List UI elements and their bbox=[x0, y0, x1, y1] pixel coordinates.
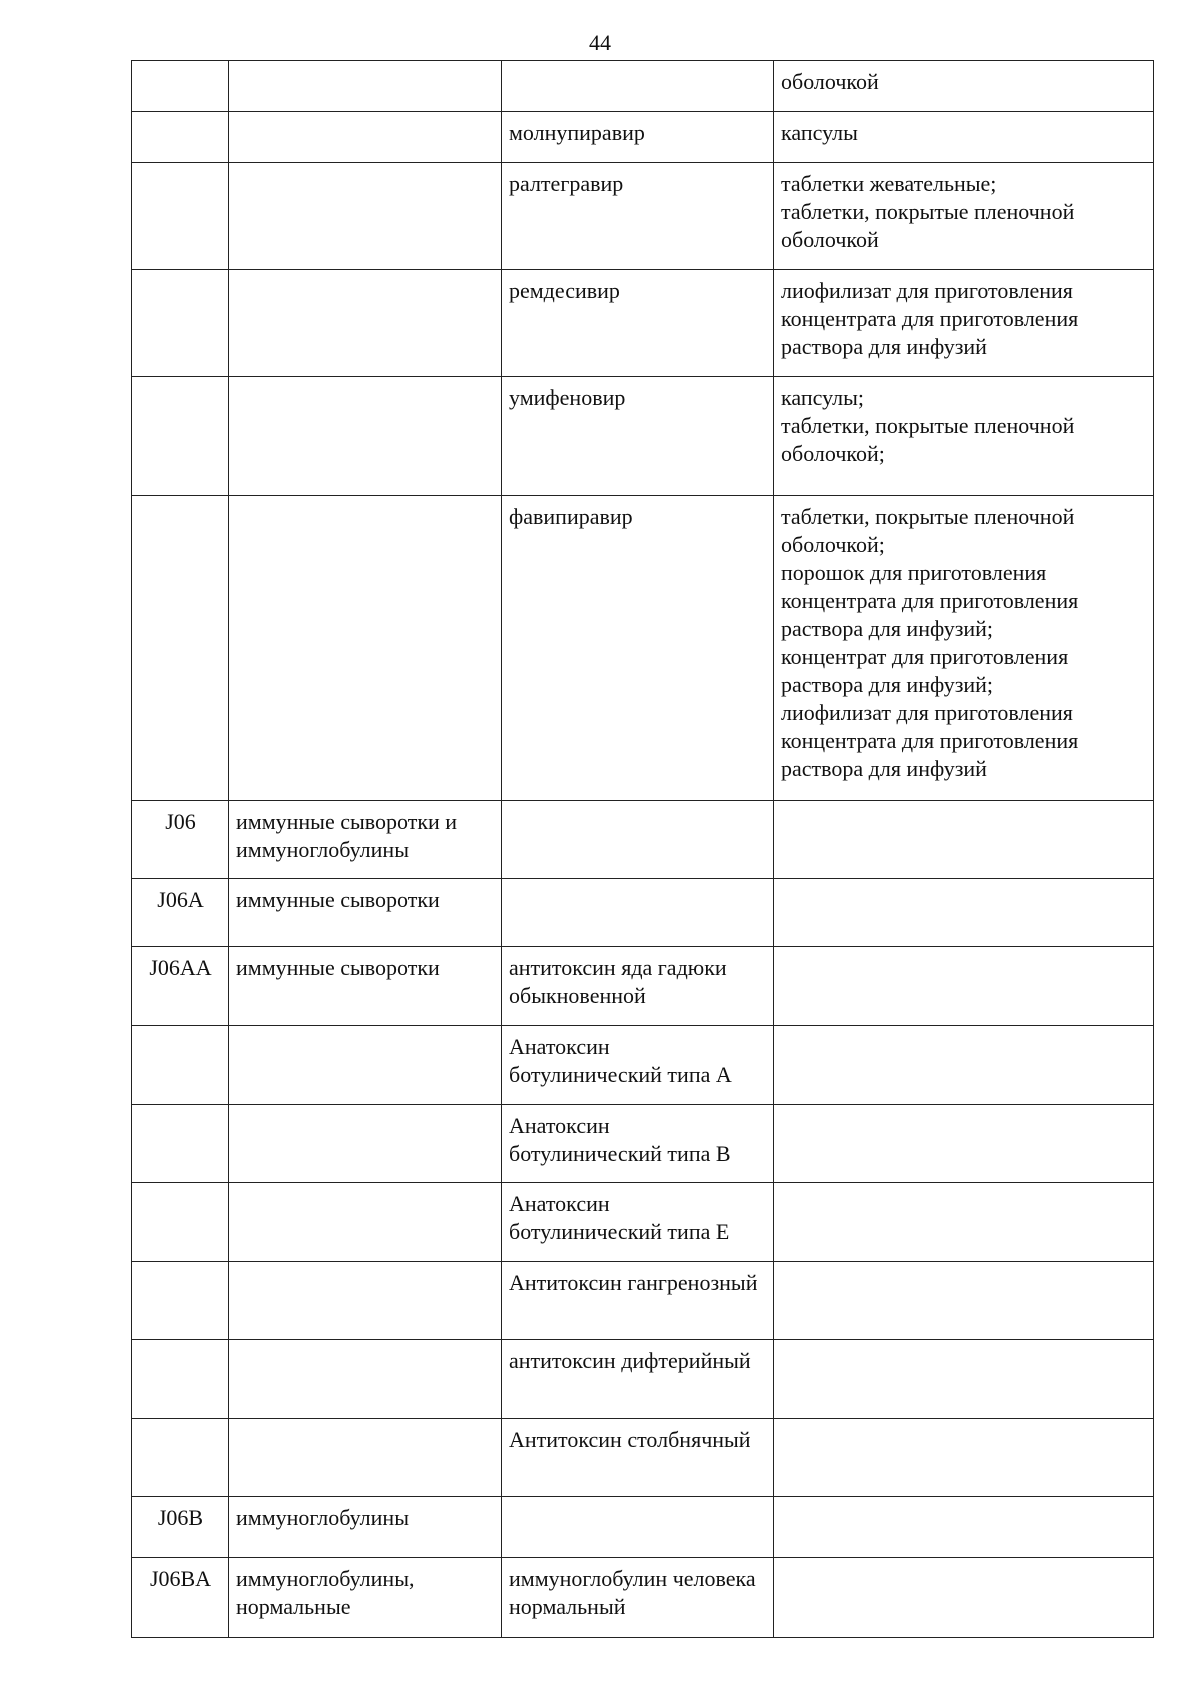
dosage-form-cell: оболочкой bbox=[774, 61, 1154, 112]
substance-cell: антитоксин дифтерийный bbox=[502, 1340, 774, 1419]
dosage-form-cell bbox=[774, 1183, 1154, 1262]
group-name-cell bbox=[229, 1262, 502, 1340]
dosage-form-cell bbox=[774, 1105, 1154, 1183]
substance-cell bbox=[502, 1497, 774, 1558]
substance-cell: Анатоксин ботулинический типа В bbox=[502, 1105, 774, 1183]
table-row bbox=[132, 1497, 1154, 1558]
group-name-cell bbox=[229, 377, 502, 496]
dosage-form-cell bbox=[774, 1558, 1154, 1638]
table-row bbox=[132, 1183, 1154, 1262]
substance-cell bbox=[502, 801, 774, 879]
atc-code-cell: J06B bbox=[132, 1497, 229, 1558]
atc-code-cell bbox=[132, 1340, 229, 1419]
substance-cell bbox=[502, 879, 774, 947]
group-name-cell: иммунные сыворотки и иммуноглобулины bbox=[229, 801, 502, 879]
dosage-form-cell bbox=[774, 947, 1154, 1026]
atc-code-cell bbox=[132, 1183, 229, 1262]
group-name-cell bbox=[229, 1183, 502, 1262]
atc-code-cell bbox=[132, 112, 229, 163]
substance-cell: Антитоксин гангренозный bbox=[502, 1262, 774, 1340]
group-name-cell bbox=[229, 1419, 502, 1497]
atc-code-cell: J06 bbox=[132, 801, 229, 879]
substance-cell: умифеновир bbox=[502, 377, 774, 496]
group-name-cell bbox=[229, 1026, 502, 1105]
group-name-cell: иммуноглобулины bbox=[229, 1497, 502, 1558]
table-row bbox=[132, 270, 1154, 377]
dosage-form-cell bbox=[774, 801, 1154, 879]
group-name-cell bbox=[229, 163, 502, 270]
dosage-form-cell bbox=[774, 1340, 1154, 1419]
substance-cell: Анатоксин ботулинический типа А bbox=[502, 1026, 774, 1105]
atc-code-cell bbox=[132, 1419, 229, 1497]
dosage-form-cell bbox=[774, 1262, 1154, 1340]
substance-cell: молнупиравир bbox=[502, 112, 774, 163]
dosage-form-cell bbox=[774, 879, 1154, 947]
medication-table bbox=[131, 60, 1154, 1638]
substance-cell: антитоксин яда гадюки обыкновенной bbox=[502, 947, 774, 1026]
dosage-form-cell bbox=[774, 1497, 1154, 1558]
dosage-form-cell bbox=[774, 1419, 1154, 1497]
group-name-cell bbox=[229, 112, 502, 163]
substance-cell: иммуноглобулин человека нормальный bbox=[502, 1558, 774, 1638]
group-name-cell bbox=[229, 61, 502, 112]
atc-code-cell bbox=[132, 377, 229, 496]
table-row bbox=[132, 61, 1154, 112]
atc-code-cell: J06AA bbox=[132, 947, 229, 1026]
table-row bbox=[132, 1340, 1154, 1419]
substance-cell: ралтегравир bbox=[502, 163, 774, 270]
dosage-form-cell: таблетки жевательные; таблетки, покрытые пленочной оболочкой bbox=[774, 163, 1154, 270]
atc-code-cell bbox=[132, 1262, 229, 1340]
substance-cell: Анатоксин ботулинический типа Е bbox=[502, 1183, 774, 1262]
substance-cell: ремдесивир bbox=[502, 270, 774, 377]
atc-code-cell bbox=[132, 61, 229, 112]
table-row bbox=[132, 947, 1154, 1026]
group-name-cell: иммуноглобулины, нормальные bbox=[229, 1558, 502, 1638]
group-name-cell: иммунные сыворотки bbox=[229, 947, 502, 1026]
atc-code-cell bbox=[132, 1026, 229, 1105]
group-name-cell bbox=[229, 1105, 502, 1183]
atc-code-cell: J06A bbox=[132, 879, 229, 947]
atc-code-cell bbox=[132, 270, 229, 377]
group-name-cell bbox=[229, 496, 502, 801]
group-name-cell: иммунные сыворотки bbox=[229, 879, 502, 947]
dosage-form-cell: капсулы bbox=[774, 112, 1154, 163]
table-row bbox=[132, 1262, 1154, 1340]
substance-cell bbox=[502, 61, 774, 112]
dosage-form-cell: таблетки, покрытые пленочной оболочкой; порошок для приготовления концентрата для приготовления раствора для инфузий; концентрат для приготовления раствора для инфузий; лиофилизат для приготовления концентрата для приготовления раствора для инфузий bbox=[774, 496, 1154, 801]
atc-code-cell bbox=[132, 163, 229, 270]
group-name-cell bbox=[229, 270, 502, 377]
table-row bbox=[132, 112, 1154, 163]
substance-cell: Антитоксин столбнячный bbox=[502, 1419, 774, 1497]
table-row bbox=[132, 377, 1154, 496]
page-number: 44 bbox=[589, 30, 611, 55]
table-row bbox=[132, 879, 1154, 947]
table-row bbox=[132, 1026, 1154, 1105]
atc-code-cell bbox=[132, 496, 229, 801]
table-row bbox=[132, 1558, 1154, 1638]
table-row bbox=[132, 1419, 1154, 1497]
substance-cell: фавипиравир bbox=[502, 496, 774, 801]
table-row bbox=[132, 496, 1154, 801]
dosage-form-cell: капсулы; таблетки, покрытые пленочной оболочкой; bbox=[774, 377, 1154, 496]
atc-code-cell: J06BA bbox=[132, 1558, 229, 1638]
atc-code-cell bbox=[132, 1105, 229, 1183]
dosage-form-cell bbox=[774, 1026, 1154, 1105]
table-row bbox=[132, 801, 1154, 879]
dosage-form-cell: лиофилизат для приготовления концентрата для приготовления раствора для инфузий bbox=[774, 270, 1154, 377]
table-row bbox=[132, 163, 1154, 270]
table-row bbox=[132, 1105, 1154, 1183]
group-name-cell bbox=[229, 1340, 502, 1419]
